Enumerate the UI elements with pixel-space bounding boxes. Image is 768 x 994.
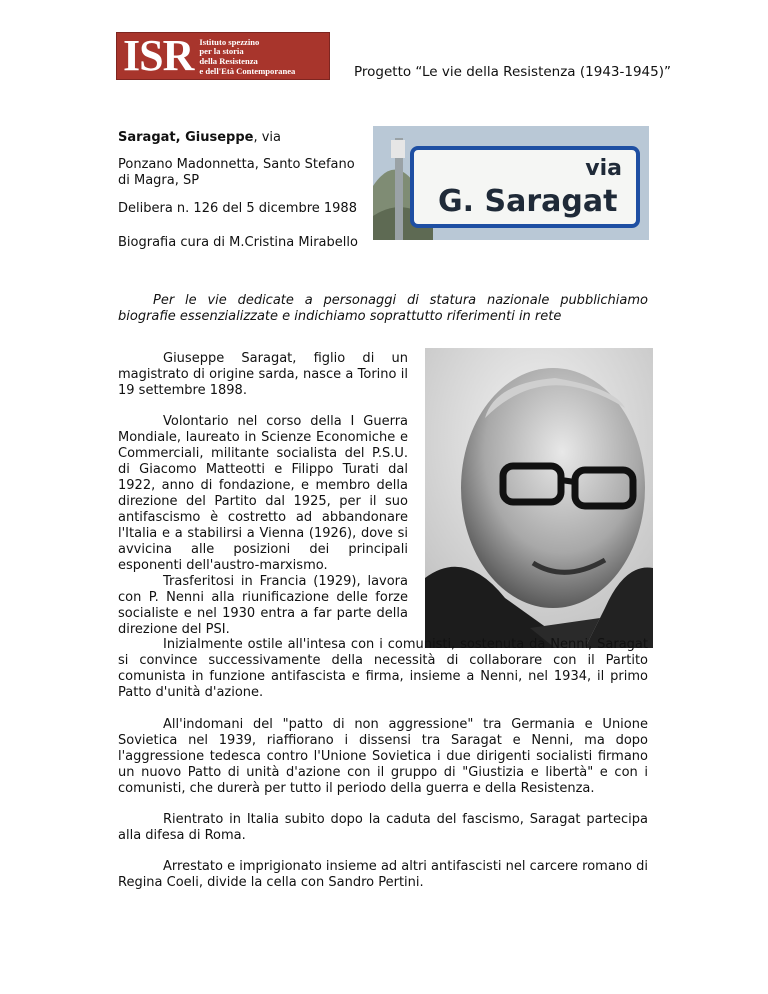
location: Ponzano Madonnetta, Santo Stefano di Magra, SP [118, 157, 355, 188]
logo-mark: ISR [123, 31, 194, 80]
street-type: , via [253, 130, 281, 145]
paragraph: Volontario nel corso della I Guerra Mondiale, laureato in Scienze Economiche e Commerciali, militante socialista del P.S.U. di Giacomo Matteotti e Filippo Turati dal 1922, anno di fondazione, e membro della direzione del Partito dal 1925, per il suo antifascismo è costretto ad abbandonare l'Italia e a stabilirsi a Vienna (1926), dove si avvicina alle posizioni dei principali esponenti dell'austro-marxismo. [118, 414, 408, 573]
sign-prefix: via [585, 156, 622, 181]
delibera: Delibera n. 126 del 5 dicembre 1988 [118, 201, 357, 216]
logo-line: della Resistenza [199, 56, 258, 66]
paragraph: Arrestato e imprigionato insieme ad altri antifascisti nel carcere romano di Regina Coeli, divide la cella con Sandro Pertini. [118, 859, 648, 890]
paragraph: Giuseppe Saragat, figlio di un magistrato di origine sarda, nasce a Torino il 19 settembre 1898. [118, 351, 408, 398]
sign-name: G. Saragat [438, 184, 618, 219]
person-name: Saragat, Giuseppe [118, 130, 254, 145]
logo-text [199, 38, 295, 76]
logo-line: e dell'Età Contemporanea [199, 65, 296, 76]
paragraph: Rientrato in Italia subito dopo la caduta del fascismo, Saragat partecipa alla difesa di Roma. [118, 812, 648, 843]
isr-logo [116, 32, 330, 80]
paragraph: Trasferitosi in Francia (1929), lavora con P. Nenni alla riunificazione delle forze socialiste e nel 1930 entra a far parte della direzione del PSI. [118, 574, 408, 637]
biography-credit: Biografia cura di M.Cristina Mirabello [118, 235, 358, 250]
paragraph: All'indomani del "patto di non aggressione" tra Germania e Unione Sovietica nel 1939, riaffiorano i dissensi tra Saragat e Nenni, ma dopo l'aggressione tedesca contro l'Unione Sovietica i due dirigenti socialisti firmano un nuovo Patto di unità d'azione con il gruppo di "Giustizia e libertà" e con i comunisti, che durerà per tutto il periodo della guerra e della Resistenza. [118, 717, 648, 796]
sign-panel [410, 146, 640, 228]
street-sign-photo [373, 126, 649, 240]
logo-line: per la storia [199, 46, 244, 57]
intro-note: Per le vie dedicate a personaggi di statura nazionale pubblichiamo biografie essenzializzate e indichiamo soprattutto riferimenti in rete [118, 293, 648, 324]
paragraph: Inizialmente ostile all'intesa con i comunisti, sostenuta da Nenni, Saragat si convince successivamente della necessità di collaborare con il Partito comunista in funzione antifascista e firma, insieme a Nenni, nel 1934, il primo Patto d'unità d'azione. [118, 637, 648, 700]
logo-line: Istituto spezzino [199, 36, 260, 47]
portrait-photo [425, 348, 653, 648]
street-heading [118, 130, 281, 146]
portrait-image [425, 348, 653, 648]
project-title: Progetto “Le vie della Resistenza (1943-1945)” [354, 64, 671, 80]
